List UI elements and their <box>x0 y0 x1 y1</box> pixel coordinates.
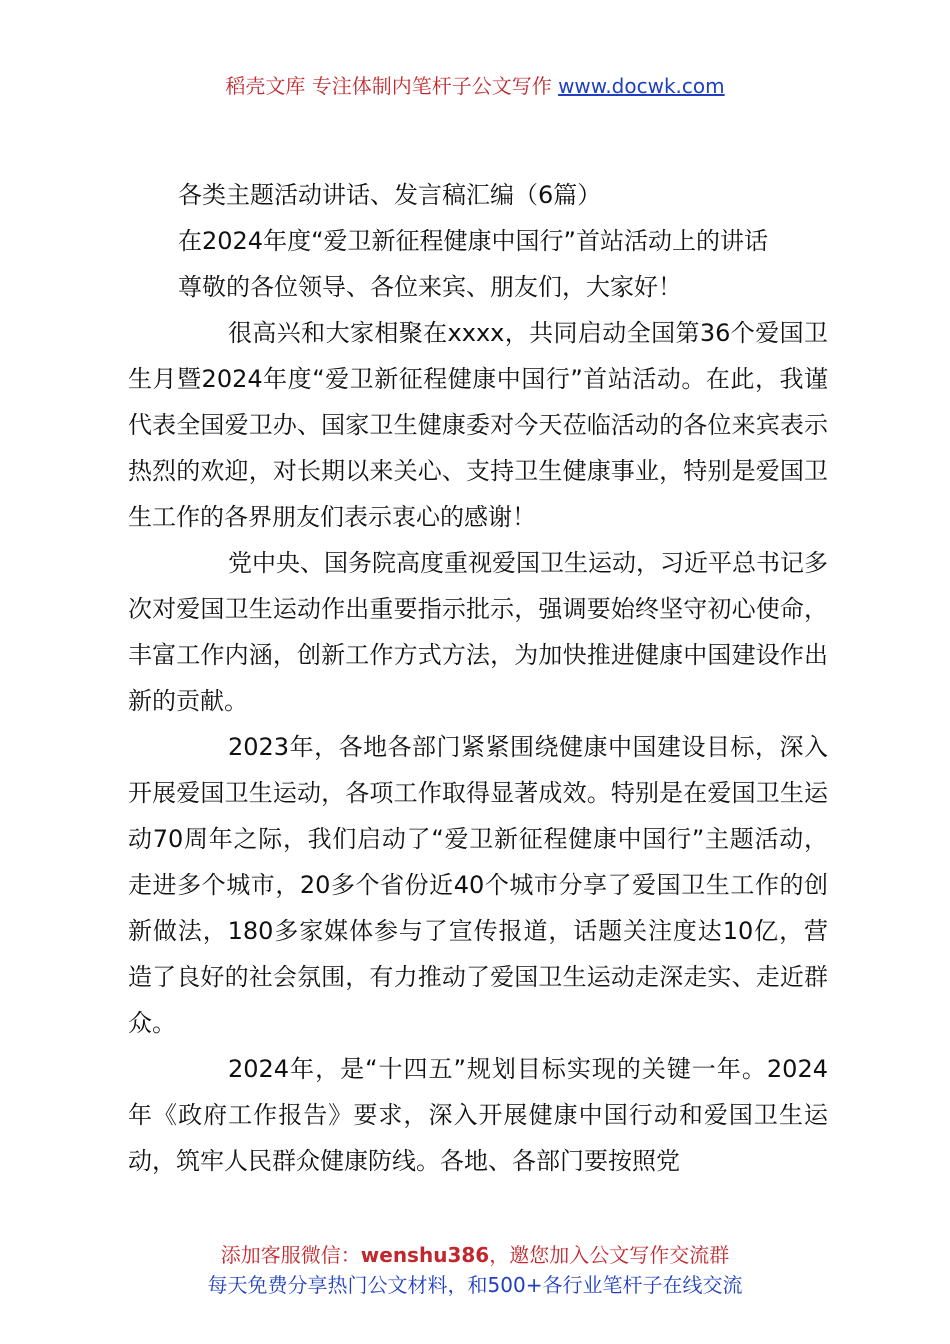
document-body <box>128 172 828 1184</box>
speech-title: 在2024年度“爱卫新征程健康中国行”首站活动上的讲话 <box>178 227 768 255</box>
paragraph: 党中央、国务院高度重视爱国卫生运动，习近平总书记多次对爱国卫生运动作出重要指示批示，强调要始终坚守初心使命，丰富工作内涵，创新工作方式方法，为加快推进健康中国建设作出新的贡献。 <box>128 549 828 715</box>
brand-text: 稻壳文库 专注体制内笔杆子公文写作 <box>225 74 552 98</box>
paragraph: 2023年，各地各部门紧紧围绕健康中国建设目标，深入开展爱国卫生运动，各项工作取得显著成效。特别是在爱国卫生运动70周年之际，我们启动了“爱卫新征程健康中国行”主题活动，走进多个城市，20多个省份近40个城市分享了爱国卫生工作的创新做法，180多家媒体参与了宣传报道，话题关注度达10亿，营造了良好的社会氛围，有力推动了爱国卫生运动走深走实、走近群众。 <box>128 733 828 1037</box>
website-link[interactable]: www.docwk.com <box>558 74 725 98</box>
footer-contact-suffix: ，邀您加入公文写作交流群 <box>489 1243 730 1267</box>
footer-contact-line <box>0 1240 950 1270</box>
page-header <box>0 70 950 99</box>
page-footer <box>0 1240 950 1300</box>
document-title: 各类主题活动讲话、发言稿汇编（6篇） <box>178 181 602 209</box>
paragraph: 很高兴和大家相聚在xxxx，共同启动全国第36个爱国卫生月暨2024年度“爱卫新征程健康中国行”首站活动。在此，我谨代表全国爱卫办、国家卫生健康委对今天莅临活动的各位来宾表示热烈的欢迎，对长期以来关心、支持卫生健康事业，特别是爱国卫生工作的各界朋友们表示衷心的感谢！ <box>128 319 828 531</box>
greeting: 尊敬的各位领导、各位来宾、朋友们，大家好！ <box>178 273 682 301</box>
wechat-id: wenshu386 <box>360 1243 490 1267</box>
paragraph: 2024年，是“十四五”规划目标实现的关键一年。2024年《政府工作报告》要求，深入开展健康中国行动和爱国卫生运动，筑牢人民群众健康防线。各地、各部门要按照党 <box>128 1055 828 1175</box>
footer-contact-prefix: 添加客服微信： <box>220 1243 361 1267</box>
footer-promo-line: 每天免费分享热门公文材料，和500+各行业笔杆子在线交流 <box>207 1273 743 1297</box>
